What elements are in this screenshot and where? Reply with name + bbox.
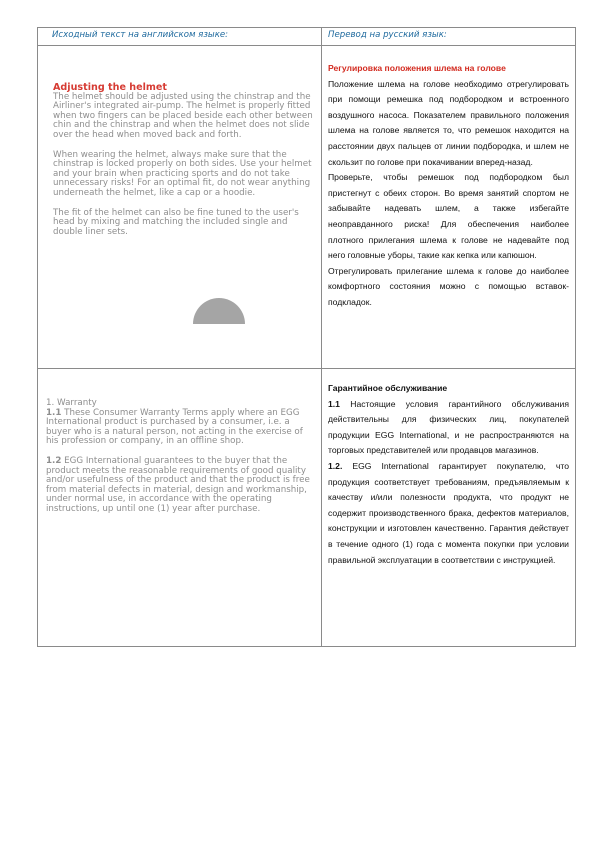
warranty-en-n1: 1.1 [46,407,62,418]
warranty-ru-n2: 1.2. [328,460,343,471]
warranty-ru-title: Гарантийное обслуживание [328,383,448,393]
helmet-en-title: Adjusting the helmet [53,82,168,93]
warranty-en-cell [38,369,322,647]
warranty-ru-n1: 1.1 [328,398,340,409]
helmet-en-p3: The fit of the helmet can also be fine tuned to the user's head by mixing and matching the included single and double liner sets. [53,207,299,237]
translation-label: Перевод на русский язык: [328,30,447,40]
source-header [38,28,322,46]
translation-header [322,28,576,46]
translation-table [37,27,576,647]
source-label: Исходный текст на английском языке: [52,30,229,40]
warranty-ru-p2: EGG International гарантирует покупателю, что продукция соответствует требованиям, предъявляемым к качеству и/или полезности продукта, что продукт не содержит производственного брака, дефектов материалов, конструкции и изготовлен качественно. Гарантия действует в течение одного (1) года с момента покупки при условии правильной эксплуатации в соответствии с инструкцией. [328,460,569,565]
warranty-en-n2: 1.2 [46,455,62,466]
helmet-ru-cell [322,46,576,369]
helmet-ru-p1: Положение шлема на голове необходимо отрегулировать при помощи ремешка под подбородком и встроенного воздушного насоса. Показателем правильного положения шлема на голове является то, что ремешок находится на расстоянии двух пальцев от линии подбородка, и шлем не скользит по голове при покачивании вперед-назад. [328,78,569,167]
helmet-en-p1: The helmet should be adjusted using the chinstrap and the Airliner's integrated air-pump. The helmet is properly fitted when two fingers can be placed beside each other between chin and the chinstrap and when the helmet does not slide over the head when moved back and forth. [53,91,313,140]
helmet-en-cell [38,46,322,369]
warranty-ru-cell [322,369,576,647]
helmet-row [38,46,576,369]
helmet-ru-p3: Отрегулировать прилегание шлема к голове до наиболее комфортного состояния можно с помощью вставок-подкладок. [328,265,569,307]
warranty-en-p1: These Consumer Warranty Terms apply where an EGG International product is purchased by a consumer, i.e. a buyer who is a natural person, not acting in the exercise of his profession or company, in an offline shop. [46,407,303,447]
header-row [38,28,576,46]
warranty-en-title: 1. Warranty [46,398,97,408]
warranty-row [38,369,576,647]
helmet-ru-title: Регулировка положения шлема на голове [328,63,506,73]
helmet-en-p2: When wearing the helmet, always make sure that the chinstrap is locked properly on both sides. Use your helmet and your brain when practicing sports and do not take unnecessary risks! For an optimal fit, do not wear anything underneath the helmet, like a cap or a hoodie. [53,149,312,198]
warranty-ru-p1: Настоящие условия гарантийного обслуживания действительны для физических лиц, покупателей продукции EGG International, и не распространяются на торговых представителей или продавцов магазинов. [328,398,569,456]
helmet-ru-p2: Проверьте, чтобы ремешок под подбородком был пристегнут с обеих сторон. Во время занятий спортом не забывайте надевать шлем, а также избегайте неоправданного риска! Для обеспечения наиболее плотного прилегания шлема к голове не надевайте под него головные уборы, такие как кепка или капюшон. [328,172,569,261]
warranty-en-p2: EGG International guarantees to the buyer that the product meets the reasonable requirements of good quality and/or usefulness of the product and that the product is free from material defects in material, design and workmanship, under normal use, in accordance with the operating instructions, up until one (1) year after purchase. [46,455,310,514]
